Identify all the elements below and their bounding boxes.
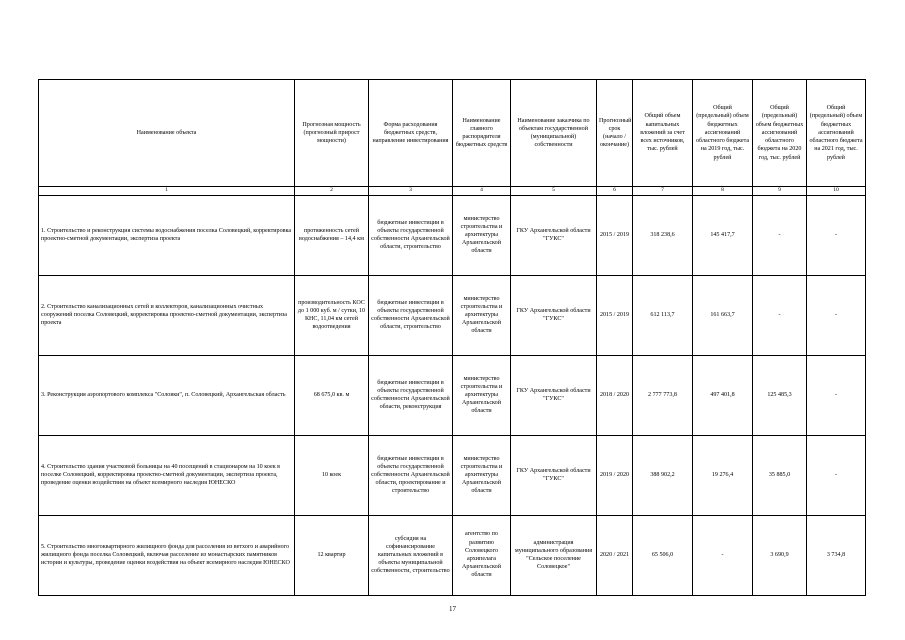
funding-form: бюджетные инвестиции в объекты государственной собственности Архангельской области, строительство	[369, 275, 453, 355]
budget-2021: -	[807, 275, 866, 355]
object-name: 2. Строительство канализационных сетей и коллекторов, канализационных очистных сооружений поселка Соловецкий, корректировка проектно-сметной документации, экспертиза проекта	[39, 275, 295, 355]
period: 2015 / 2019	[597, 195, 633, 275]
period: 2018 / 2020	[597, 355, 633, 435]
budget-2019: 145 417,7	[693, 195, 753, 275]
budget-2021: -	[807, 435, 866, 515]
customer: администрация муниципального образования "Сельское поселение Соловецкое"	[511, 515, 597, 595]
total-investment: 65 506,0	[633, 515, 693, 595]
budget-2019: -	[693, 515, 753, 595]
column-number: 6	[597, 187, 633, 196]
column-number: 9	[753, 187, 807, 196]
header-capacity: Прогнозная мощность (прогнозный прирост мощности)	[295, 80, 369, 187]
funding-form: бюджетные инвестиции в объекты государственной собственности Архангельской области, реконструкция	[369, 355, 453, 435]
budget-2020: 3 690,9	[753, 515, 807, 595]
funding-form: бюджетные инвестиции в объекты государственной собственности Архангельской области, строительство	[369, 195, 453, 275]
header-budget-2019: Общий (предельный) объем бюджетных ассигнований областного бюджета на 2019 год, тыс. рублей	[693, 80, 753, 187]
investment-objects-table	[38, 79, 866, 596]
period: 2015 / 2019	[597, 275, 633, 355]
budget-2021: 3 734,8	[807, 515, 866, 595]
object-name: 1. Строительство и реконструкция системы водоснабжения поселка Соловецкий, корректировка проектно-сметной документации, экспертиза проекта	[39, 195, 295, 275]
customer: ГКУ Архангельской области "ГУКС"	[511, 355, 597, 435]
column-number: 4	[453, 187, 511, 196]
capacity: протяженность сетей водоснабжения – 14,4 км	[295, 195, 369, 275]
budget-2020: -	[753, 275, 807, 355]
header-object-name: Наименование объекта	[39, 80, 295, 187]
header-budget-2021: Общий (предельный) объем бюджетных ассигнований областного бюджета на 2021 год, тыс. рублей	[807, 80, 866, 187]
budget-2020: 35 885,0	[753, 435, 807, 515]
column-number: 10	[807, 187, 866, 196]
budget-distributor: министерство строительства и архитектуры Архангельской области	[453, 355, 511, 435]
header-customer: Наименование заказчика по объектам государственной (муниципальной) собственности	[511, 80, 597, 187]
customer: ГКУ Архангельской области "ГУКС"	[511, 195, 597, 275]
column-number: 1	[39, 187, 295, 196]
header-total-investment: Общий объем капитальных вложений за счет всех источников, тыс. рублей	[633, 80, 693, 187]
column-number-row	[39, 187, 866, 196]
capacity: производительность КОС до 1 000 куб. м / сутки, 10 КНС, 11,04 км сетей водоотведения	[295, 275, 369, 355]
customer: ГКУ Архангельской области "ГУКС"	[511, 275, 597, 355]
funding-form: бюджетные инвестиции в объекты государственной собственности Архангельской области, проектирование и строительство	[369, 435, 453, 515]
column-number: 8	[693, 187, 753, 196]
customer: ГКУ Архангельской области "ГУКС"	[511, 435, 597, 515]
object-name: 5. Строительство многоквартирного жилищного фонда для расселения из ветхого и аварийного жилищного фонда поселка Соловецкий, включая расселение из монастырских памятников истории и культуры, проведение оценки воздействия на объект всемирного наследия ЮНЕСКО	[39, 515, 295, 595]
page-number: 17	[449, 605, 456, 613]
header-period: Прогнозный срок (начало / окончание)	[597, 80, 633, 187]
header-budget-2020: Общий (предельный) объем бюджетных ассигнований областного бюджета на 2020 год, тыс. рублей	[753, 80, 807, 187]
budget-2020: -	[753, 195, 807, 275]
total-investment: 318 238,6	[633, 195, 693, 275]
header-row	[39, 80, 866, 187]
column-number: 7	[633, 187, 693, 196]
object-name: 4. Строительство здания участковой больницы на 40 посещений в стационаром на 10 коек в поселке Соловецкий, корректировка проектно-сметной документации, экспертиза проекта, проведение оценки воздействия на объект всемирного наследия ЮНЕСКО	[39, 435, 295, 515]
capacity: 12 квартир	[295, 515, 369, 595]
table-row	[39, 195, 866, 275]
budget-2021: -	[807, 195, 866, 275]
funding-form: субсидия на софинансирование капитальных вложений в объекты муниципальной собственности, строительство	[369, 515, 453, 595]
budget-2019: 161 663,7	[693, 275, 753, 355]
budget-distributor: министерство строительства и архитектуры Архангельской области	[453, 195, 511, 275]
budget-2019: 19 276,4	[693, 435, 753, 515]
column-number: 5	[511, 187, 597, 196]
budget-2019: 497 401,8	[693, 355, 753, 435]
budget-distributor: министерство строительства и архитектуры Архангельской области	[453, 275, 511, 355]
table-row	[39, 435, 866, 515]
total-investment: 2 777 773,8	[633, 355, 693, 435]
header-budget-distributor: Наименование главного распорядителя бюджетных средств	[453, 80, 511, 187]
total-investment: 612 113,7	[633, 275, 693, 355]
capacity: 10 коек	[295, 435, 369, 515]
budget-2020: 125 485,3	[753, 355, 807, 435]
object-name: 3. Реконструкция аэропортового комплекса "Соловки", п. Соловецкий, Архангельская область	[39, 355, 295, 435]
column-number: 3	[369, 187, 453, 196]
budget-distributor: министерство строительства и архитектуры Архангельской области	[453, 435, 511, 515]
budget-distributor: агентство по развитию Соловецкого архипелага Архангельской области	[453, 515, 511, 595]
header-funding-form: Форма расходования бюджетных средств, направление инвестирования	[369, 80, 453, 187]
table-row	[39, 275, 866, 355]
period: 2020 / 2021	[597, 515, 633, 595]
column-number: 2	[295, 187, 369, 196]
period: 2019 / 2020	[597, 435, 633, 515]
total-investment: 388 902,2	[633, 435, 693, 515]
table-row	[39, 515, 866, 595]
budget-2021: -	[807, 355, 866, 435]
capacity: 68 675,0 кв. м	[295, 355, 369, 435]
table-row	[39, 355, 866, 435]
